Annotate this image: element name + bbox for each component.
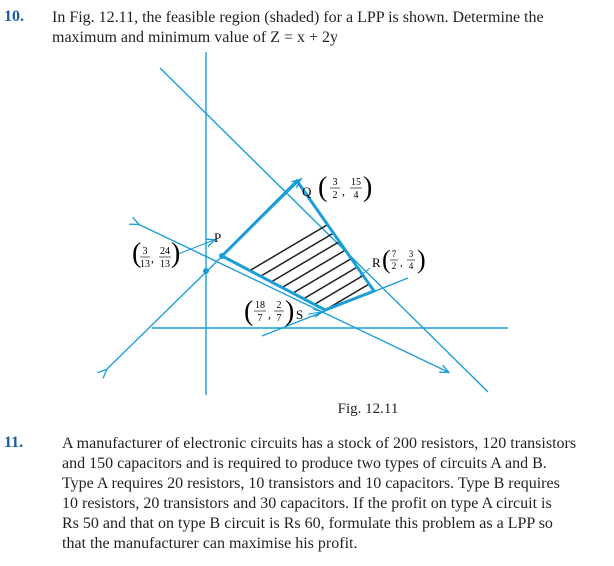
question-11-line-3: Type A requires 20 resistors, 10 transistors and 10 capacitors. Type B requires <box>62 475 560 492</box>
svg-text:15: 15 <box>351 177 361 188</box>
svg-text:): ) <box>363 172 373 203</box>
vertex-r-letter: R <box>372 255 381 270</box>
svg-text:13: 13 <box>140 259 150 270</box>
svg-text:4: 4 <box>408 261 414 271</box>
svg-text:13: 13 <box>160 259 170 270</box>
svg-text:3: 3 <box>332 177 338 188</box>
svg-text:2: 2 <box>391 261 397 271</box>
vertex-p-label <box>132 230 221 270</box>
vertex-p-letter: P <box>214 230 222 245</box>
svg-text:): ) <box>285 296 295 327</box>
vertex-q-label <box>302 172 372 203</box>
svg-text:(: ( <box>318 172 328 203</box>
constraint-line-steep <box>160 68 488 392</box>
svg-text:7: 7 <box>257 313 263 324</box>
axis-intercept-dot <box>203 268 209 274</box>
svg-text:,: , <box>268 307 271 321</box>
vertex-s-label <box>244 296 303 327</box>
svg-text:(: ( <box>382 245 391 274</box>
question-11-line-6: that the manufacturer can maximise his profit. <box>62 535 358 552</box>
svg-text:2: 2 <box>276 300 282 311</box>
question-10-line-1: In Fig. 12.11, the feasible region (shaded) for a LPP is shown. Determine the <box>52 9 544 26</box>
question-11-number: 11. <box>4 434 24 451</box>
svg-text:3: 3 <box>142 246 148 257</box>
question-10-line-2: maximum and minimum value of Z = x + 2y <box>52 29 339 46</box>
svg-text:3: 3 <box>408 249 414 259</box>
svg-text:7: 7 <box>276 313 282 324</box>
svg-text:(: ( <box>244 296 254 327</box>
vertex-s-letter: S <box>296 307 304 322</box>
svg-text:,: , <box>151 251 154 265</box>
svg-text:4: 4 <box>353 190 359 201</box>
svg-text:,: , <box>400 257 403 269</box>
question-11-line-1: A manufacturer of electronic circuits has a stock of 200 resistors, 120 transistors <box>62 435 577 452</box>
vertex-p-dot <box>219 253 225 259</box>
question-11-text <box>62 434 608 554</box>
question-11-line-5: Rs 50 and that on type B circuit is Rs 60, formulate this problem as a LPP so <box>62 515 553 532</box>
svg-text:18: 18 <box>255 300 265 311</box>
question-10-number: 10. <box>4 8 24 25</box>
vertex-r-label <box>372 245 426 274</box>
svg-text:24: 24 <box>160 246 170 257</box>
vertex-q-letter: Q <box>302 184 312 199</box>
figure-caption: Fig. 12.11 <box>337 401 399 417</box>
question-11-line-2: and 150 capacitors and is required to produce two types of circuits A and B. <box>62 455 547 472</box>
svg-text:): ) <box>171 238 181 269</box>
svg-text:): ) <box>417 245 426 274</box>
svg-text:,: , <box>342 184 345 198</box>
svg-text:2: 2 <box>332 190 338 201</box>
svg-text:7: 7 <box>391 249 397 259</box>
question-11-line-4: 10 resistors, 20 transistors and 30 capacitors. If the profit on type A circuit is <box>62 495 552 512</box>
svg-text:(: ( <box>132 238 142 269</box>
